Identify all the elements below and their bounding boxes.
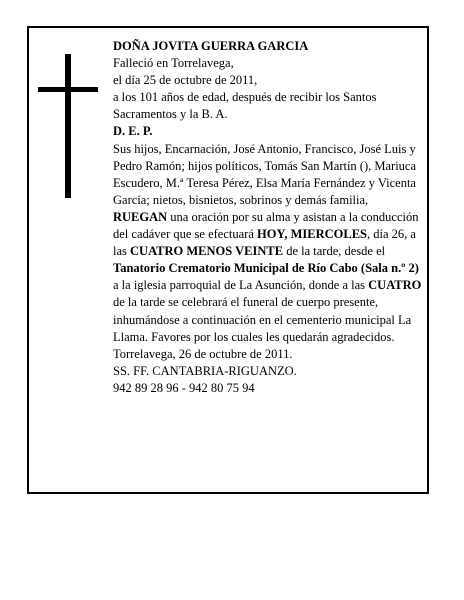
family-paragraph: Sus hijos, Encarnación, José Antonio, Francisco, José Luis y Pedro Ramón; hijos políticos, Tomás San Martín (), Mariuca Escudero, M.ª Teresa Pérez, Elsa María Fernández y Vicenta García; nietos, bisnietos, sobrinos y demás familia, bbox=[113, 141, 417, 207]
departure-time-text: CUATRO MENOS VEINTE bbox=[130, 244, 284, 259]
age-sacraments-line: a los 101 años de edad, después de recibir los Santos Sacramentos y la B. A. bbox=[113, 90, 377, 122]
cross-horizontal-bar bbox=[38, 87, 98, 92]
closing-place-date: Torrelavega, 26 de octubre de 2011. bbox=[113, 346, 293, 361]
cross-vertical-bar bbox=[65, 54, 71, 198]
obituary-text bbox=[113, 38, 423, 397]
request-text-1: una oración por su alma y asistan a la conducción del cadáver que se efectuará bbox=[113, 209, 419, 242]
dep-line: D. E. P. bbox=[113, 124, 153, 139]
request-text-2: , día 26, a las bbox=[113, 227, 416, 259]
request-paragraph bbox=[113, 209, 423, 346]
request-text-5: de la tarde se celebrará el funeral de cuerpo presente, inhumándose a continuación en el cementerio municipal La Llama. Favores por los cuales les quedarán agradecidos. bbox=[113, 295, 412, 344]
funeral-time-text: CUATRO bbox=[368, 278, 422, 293]
funeral-home-name: SS. FF. CANTABRIA-RIGUANZO. bbox=[113, 363, 297, 378]
death-place-line: Falleció en Torrelavega, bbox=[113, 56, 234, 71]
death-date-line: el día 25 de octubre de 2011, bbox=[113, 73, 258, 88]
deceased-name: DOÑA JOVITA GUERRA GARCIA bbox=[113, 39, 309, 53]
request-text-4: a la iglesia parroquial de La Asunción, donde a las bbox=[113, 278, 369, 293]
cross-icon bbox=[38, 54, 98, 198]
tanatorio-text: Tanatorio Crematorio Municipal de Río Cabo (Sala n.º 2) bbox=[113, 261, 419, 276]
hoy-miercoles-text: HOY, MIERCOLES bbox=[257, 227, 367, 242]
request-text-3: de la tarde, desde el bbox=[283, 244, 386, 259]
funeral-home-phones: 942 89 28 96 - 942 80 75 94 bbox=[113, 380, 255, 395]
ruegan-text: RUEGAN bbox=[113, 209, 168, 224]
